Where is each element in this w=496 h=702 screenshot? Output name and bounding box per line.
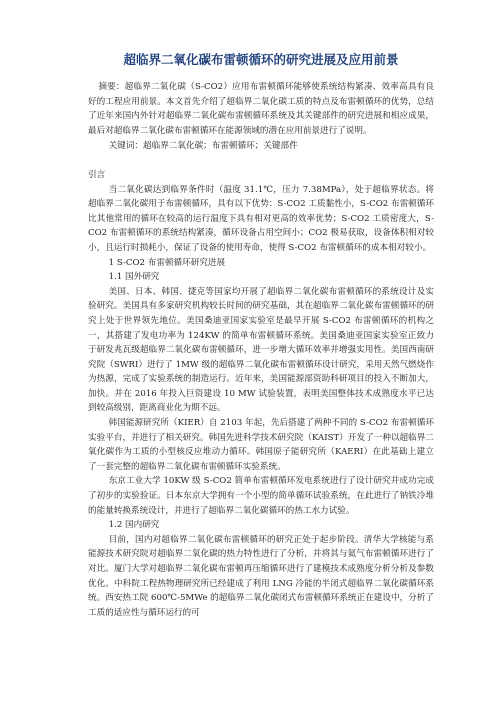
section-1-1-heading: 1.1 国外研究 bbox=[108, 272, 160, 283]
foreign-research-paragraph-3: 东京工业大学 10KW 级 S-CO2 简单布雷顿循环发电系统进行了设计研究并成功完成了初步的实验验证。日本东京大学拥有一个小型的简单循环试验系统，在此进行了钠铁冷堆的能量转换系统设计，并进行了超临界二氧化碳循环的热工水力试验。 bbox=[88, 476, 434, 516]
keywords: 关键词：超临界二氧化碳；布雷顿循环；关键部件 bbox=[108, 141, 298, 152]
abstract: 摘要：超临界二氧化碳（S-CO2）应用布雷顿循环能够使系统结构紧凑、效率高具有良好的工程应用前景。本文首先介绍了超临界二氧化碳工质的特点及布雷顿循环的优势，总结了近年来国内外针对超临界二氧化碳布雷顿循环系统及其关键部件的研究进展和相应成果，最后对超临界二氧化碳布雷顿循环在能源领域的潜在应用前景进行了说明。 bbox=[88, 82, 434, 136]
foreign-research-paragraph-2: 韩国能源研究所（KIER）自 2103 年起，先后搭建了两种不同的 S-CO2 布雷顿循环实验平台，并进行了相关研究。韩国先进科学技术研究院（KAIST）开发了一种以超临界二氧化碳作为工质的小型核反应堆动力循环。韩国原子能研究所（KAERI）在此基础上建立了一套完整的超临界二氧化碳布雷顿循环实验系统。 bbox=[88, 418, 434, 472]
domestic-research-paragraph: 目前，国内对超临界二氧化碳布雷顿循环的研究正处于起步阶段。清华大学核能与系能源技术研究院对超临界二氧化碳的热力特性进行了分析，并将其与氦气布雷顿循环进行了对比。厦门大学对超临界二氧化碳布雷顿再压缩循环进行了建模技术成熟度分析分析及参数优化。中科院工程热物理研究所已经建成了利用 LNG 冷能的半闭式超临界二氧化碳循环系统。西安热工院 600℃-5MWe 的超临界二氧化碳闭式布雷顿循环系统正在建设中，分析了工质的适应性与循环运行的可 bbox=[88, 534, 434, 618]
intro-heading: 引言 bbox=[88, 169, 106, 180]
foreign-research-paragraph-1: 美国、日本、韩国、捷克等国家均开展了超临界二氧化碳布雷顿循环的系统设计及实验研究。美国具有多家研究机构较长时间的研究基础，其在超临界二氧化碳布雷顿循环的研究上处于世界领先地位。美国桑迪亚国家实验室是最早开展 S-CO2 布雷顿循环的机构之一，其搭建了发电功率为 124KW 的简单布雷顿循环系统。美国桑迪亚国家实验室正致力于研发兆瓦级超临界二氧化碳布雷顿循环，进一步增大循环效率并增强实用性。美国西南研究院（SWRI）进行了 1MW 级的超临界二氧化碳布雷顿循环设计研究，采用天然气燃烧作为热源，完成了实验系统的制造运行。近年来，美国能源部资助科研项目的投入不断加大，加快。并在 2016 年投入巨资建设 10 MW 试验装置，表明美国整体技术成熟度水平已达到较高级别，距离商业化为期不远。 bbox=[88, 286, 434, 414]
section-1-2-heading: 1.2 国内研究 bbox=[108, 520, 160, 531]
section-1-heading: 1 S-CO2 布雷顿循环研究进展 bbox=[108, 257, 226, 268]
intro-paragraph: 当二氧化碳达到临界条件时（温度 31.1℃，压力 7.38MPa），处于超临界状态。将超临界二氧化碳用于布雷顿循环，具有以下优势：S-CO2 工质黏性小，S-CO2 布雷顿循环比其他常用的循环在较高的运行温度下具有相对更高的效率优势；S-CO2 工质密度大，S-CO2 布雷顿循环的系统结构紧凑，循环设备占用空间小；CO2 极易获取，设备体积相对较小，且运行时损耗小，保证了设备的使用寿命，使得 S-CO2 布雷顿循环的成本相对较小。 bbox=[88, 184, 434, 253]
document-title: 超临界二氧化碳布雷顿循环的研究进展及应用前景 bbox=[123, 52, 399, 67]
